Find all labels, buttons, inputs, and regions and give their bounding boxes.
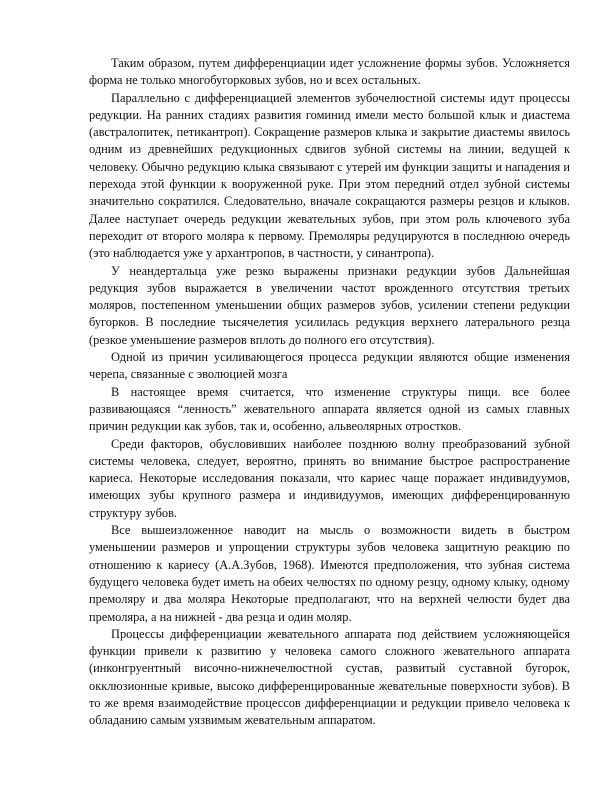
paragraph-caries-factor: Среди факторов, обусловивших наиболее позднюю волну преобразований зубной системы человека, следует, вероятно, принять во внимание быстрое распространение кариеса. Некоторые исследования показали, что кариес чаще поражает индивидуумов, имеющих зубы крупного размера и индивидуумов, имеющих дифференцированную структуру зубов. xyxy=(89,436,570,520)
paragraph-neanderthal-reduction: У неандертальца уже резко выражены признаки редукции зубов Дальнейшая редукция зубов выражается в увеличении частот врожденного отсутствия третьих моляров, постепенном уменьшении общих размеров зубов, усилении степени редукции бугорков. В последние тысячелетия усилилась редукция верхнего латерального резца (резкое уменьшение размеров вплоть до полного его отсутствия). xyxy=(89,263,570,347)
paragraph-skull-changes: Одной из причин усиливающегося процесса редукции являются общие изменения черепа, связанные с эволюцией мозга xyxy=(89,350,570,382)
paragraph-reduction-processes: Параллельно с дифференциацией элементов зубочелюстной системы идут процессы редукции. На ранних стадиях развития гоминид имели место большой клык и диастема (австралопитек, петикантроп). Сокращение размеров клыка и закрытие диастемы явилось одним из древнейших редукционных сдвигов зубной системы на линии, ведущей к человеку. Обычно редукцию клыка связывают с утерей им функции защиты и нападения и перехода этой функции к вооруженной руке. При этом передний отдел зубной системы значительно сократился. Следовательно, вначале сокращаются размеры резцов и клыков. Далее наступает очередь редукции жевательных зубов, при этом роль ключевого зуба переходит от второго моляра к первому. Премоляры редуцируются в последнюю очередь (это наблюдается уже у архантропов, в частности, у синантропа). xyxy=(89,90,570,261)
paragraph-food-structure: В настоящее время считается, что изменение структуры пищи. все более развивающаяся “ленность” жевательного аппарата является одной из самых главных причин редукции как зубов, так и, особенно, альвеолярных отростков. xyxy=(89,384,570,434)
paragraph-differentiation-summary: Таким образом, путем дифференциации идет усложнение формы зубов. Усложняется форма не только многобугорковых зубов, но и всех остальных. xyxy=(89,56,570,88)
paragraph-future-dentition: Все вышеизложенное наводит на мысль о возможности видеть в быстром уменьшении размеров и упрощении структуры зубов человека защитную реакцию по отношению к кариесу (А.А.Зубов, 1968). Имеются предположения, что зубная система будущего человека будет иметь на обеих челюстях по одному резцу, одному клыку, одному премоляру и два моляра Некоторые предполагают, что на верхней челюсти будет два премоляра, а на нижней - два резца и один моляр. xyxy=(89,523,570,624)
paragraph-conclusion: Процессы дифференциации жевательного аппарата под действием усложняющейся функции привели к развитию у человека самого сложного жевательного аппарата (инконгруентный височно-нижнечелюстной сустав, развитый суставной бугорок, окклюзионные кривые, высоко дифференцированные жевательные поверхности зубов). В то же время взаимодействие процессов дифференциации и редукции привело человека к обладанию самым уязвимым жевательным аппаратом. xyxy=(89,626,570,728)
document-body xyxy=(89,55,570,730)
